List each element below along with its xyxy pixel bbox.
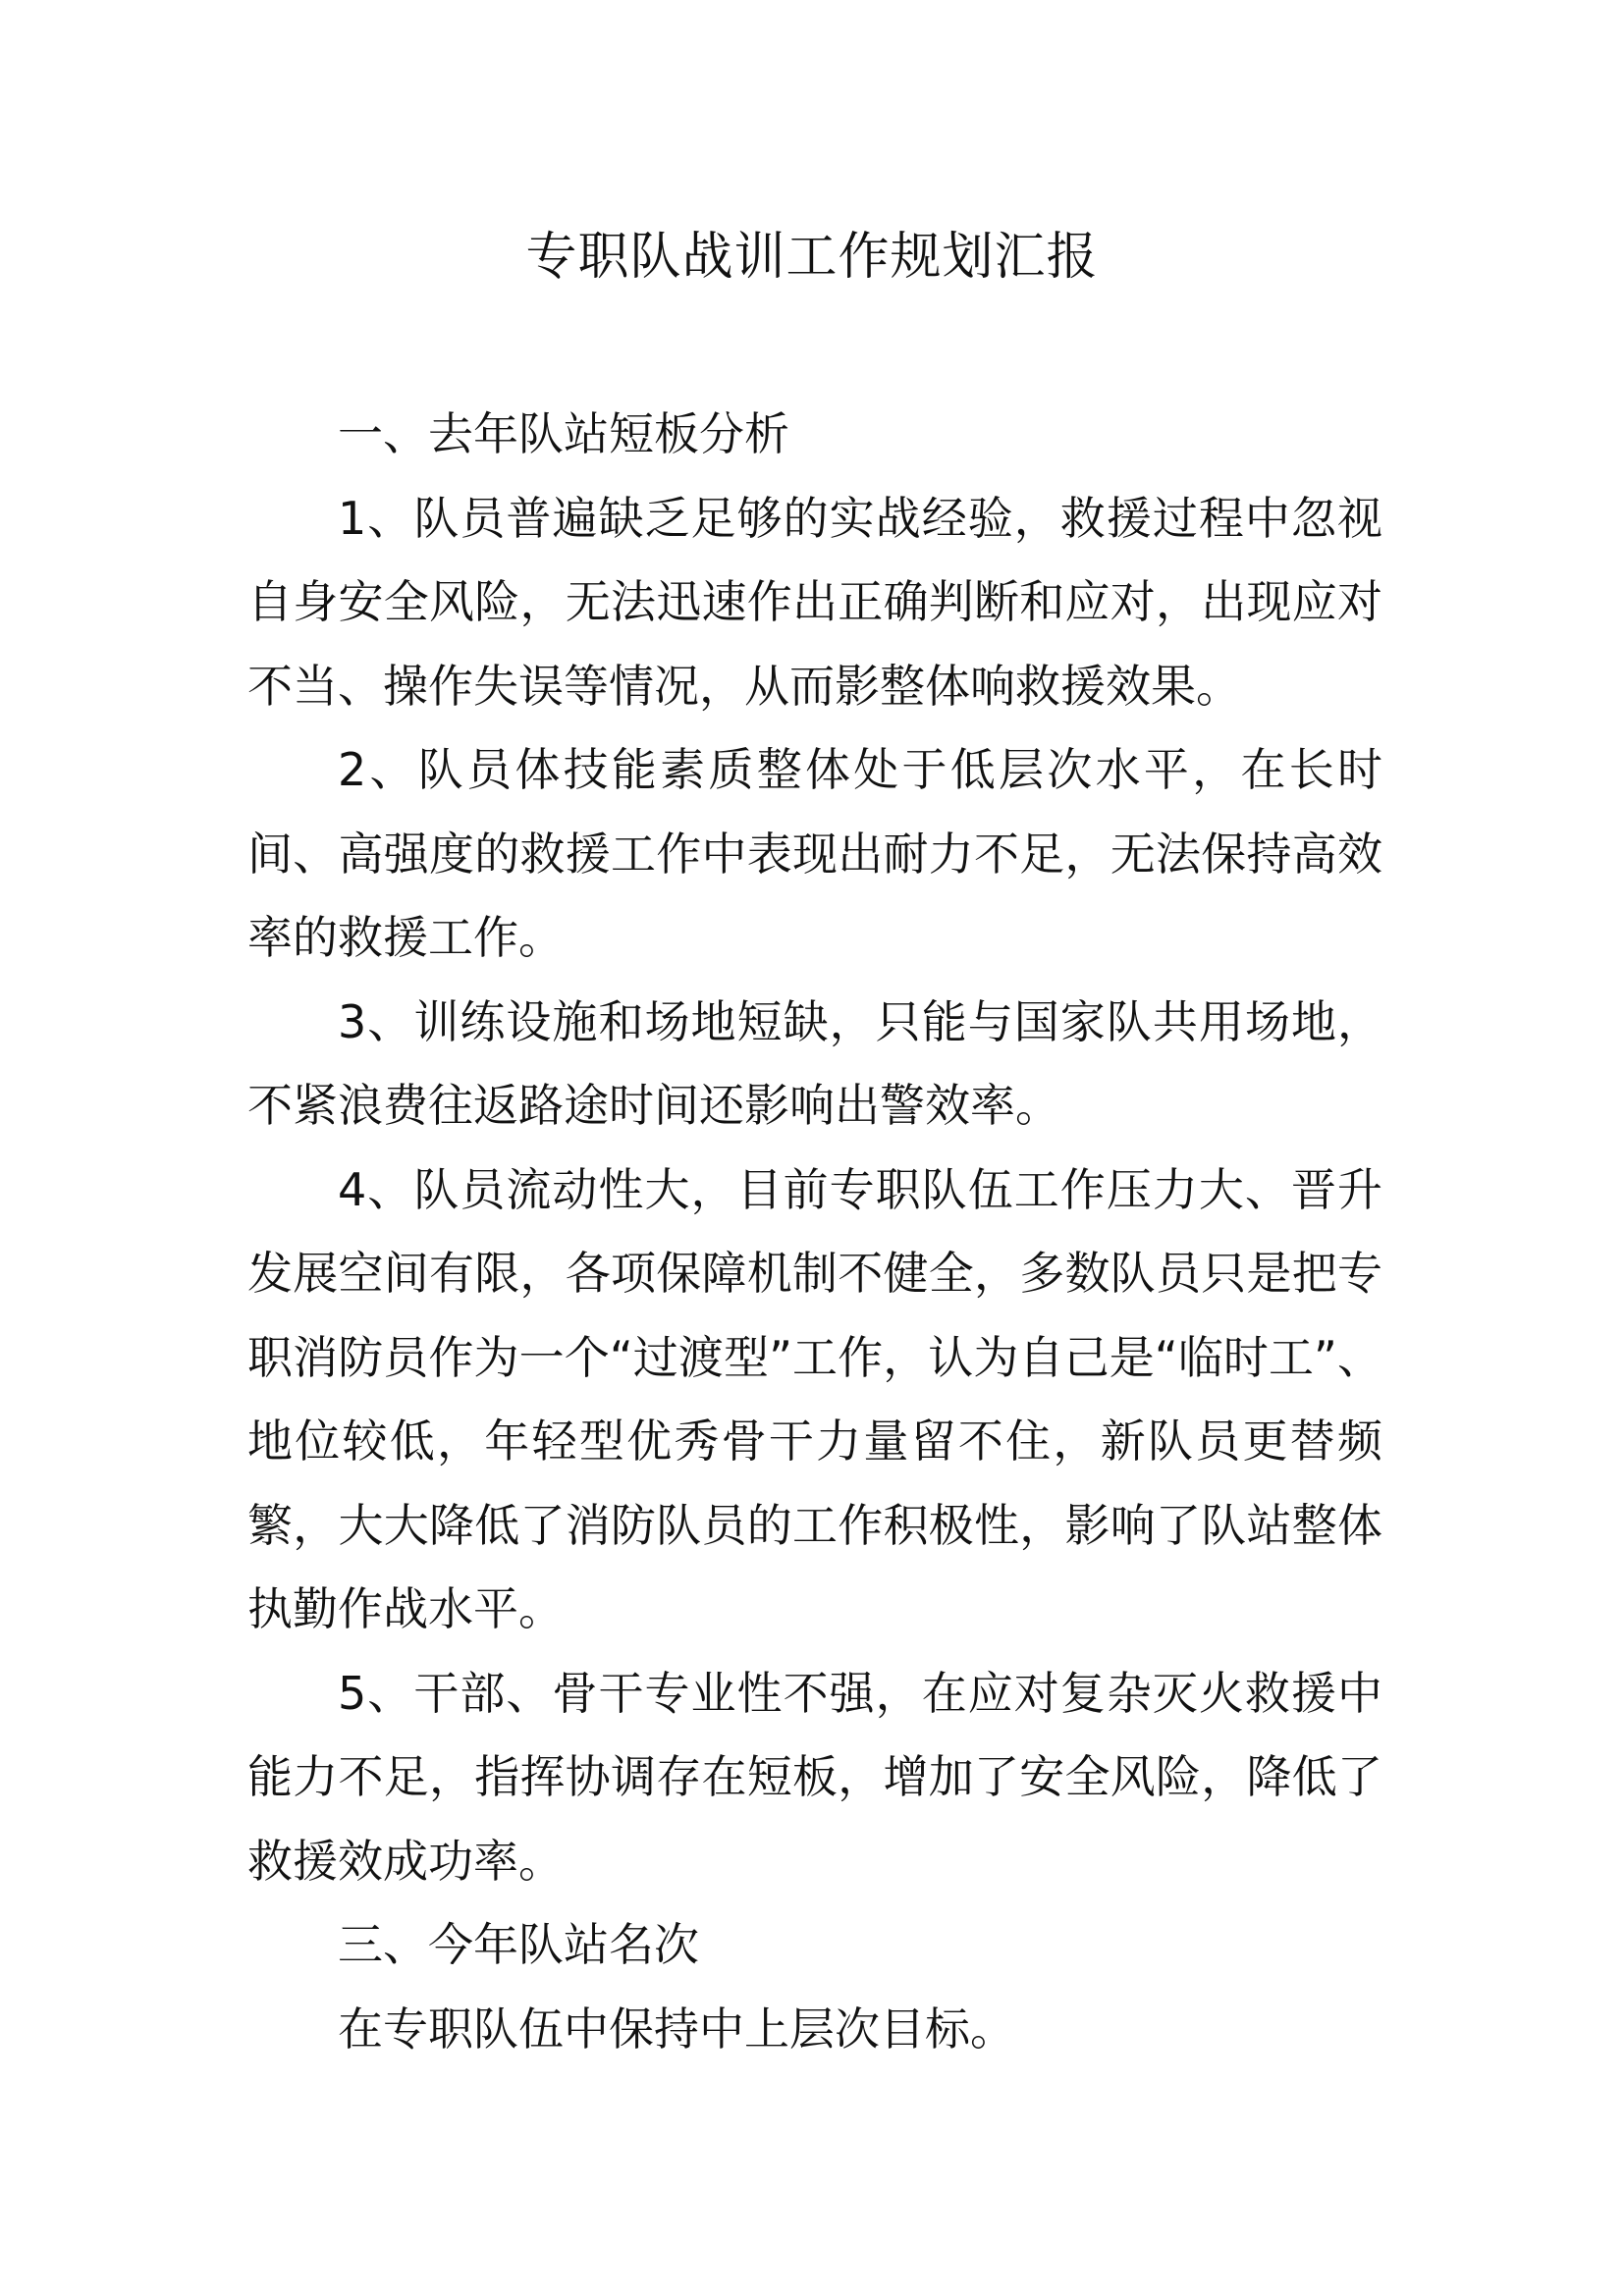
paragraph-goal: 在专职队伍中保持中上层次目标。 xyxy=(338,2002,1015,2056)
paragraph-item-2: 2、队员体技能素质整体处于低层次水平，在长时间、高强度的救援工作中表现出耐力不足，无法保持高效率的救援工作。 xyxy=(247,743,1382,964)
document-body xyxy=(247,393,1382,2071)
section-heading-ranking: 三、今年队站名次 xyxy=(338,1918,699,1971)
section-heading-shortcomings: 一、去年队站短板分析 xyxy=(338,407,789,460)
paragraph-item-3: 3、训练设施和场地短缺，只能与国家队共用场地，不紧浪费往返路途时间还影响出警效率。 xyxy=(247,994,1382,1132)
paragraph-item-4: 4、队员流动性大，目前专职队伍工作压力大、晋升发展空间有限，各项保障机制不健全，多数队员只是把专职消防员作为一个“过渡型”工作，认为自己是“临时工”、地位较低，年轻型优秀骨干力量留不住，新队员更替频繁，大大降低了消防队员的工作积极性，影响了队站整体执勤作战水平。 xyxy=(247,1162,1382,1635)
page-title: 专职队战训工作规划汇报 xyxy=(525,228,1099,287)
paragraph-item-1: 1、队员普遍缺乏足够的实战经验，救援过程中忽视自身安全风险，无法迅速作出正确判断和应对，出现应对不当、操作失误等情况，从而影整体响救援效果。 xyxy=(247,491,1382,713)
paragraph-item-5: 5、干部、骨干专业性不强，在应对复杂灭火救援中能力不足，指挥协调存在短板，增加了安全风险，降低了救援效成功率。 xyxy=(247,1666,1382,1888)
